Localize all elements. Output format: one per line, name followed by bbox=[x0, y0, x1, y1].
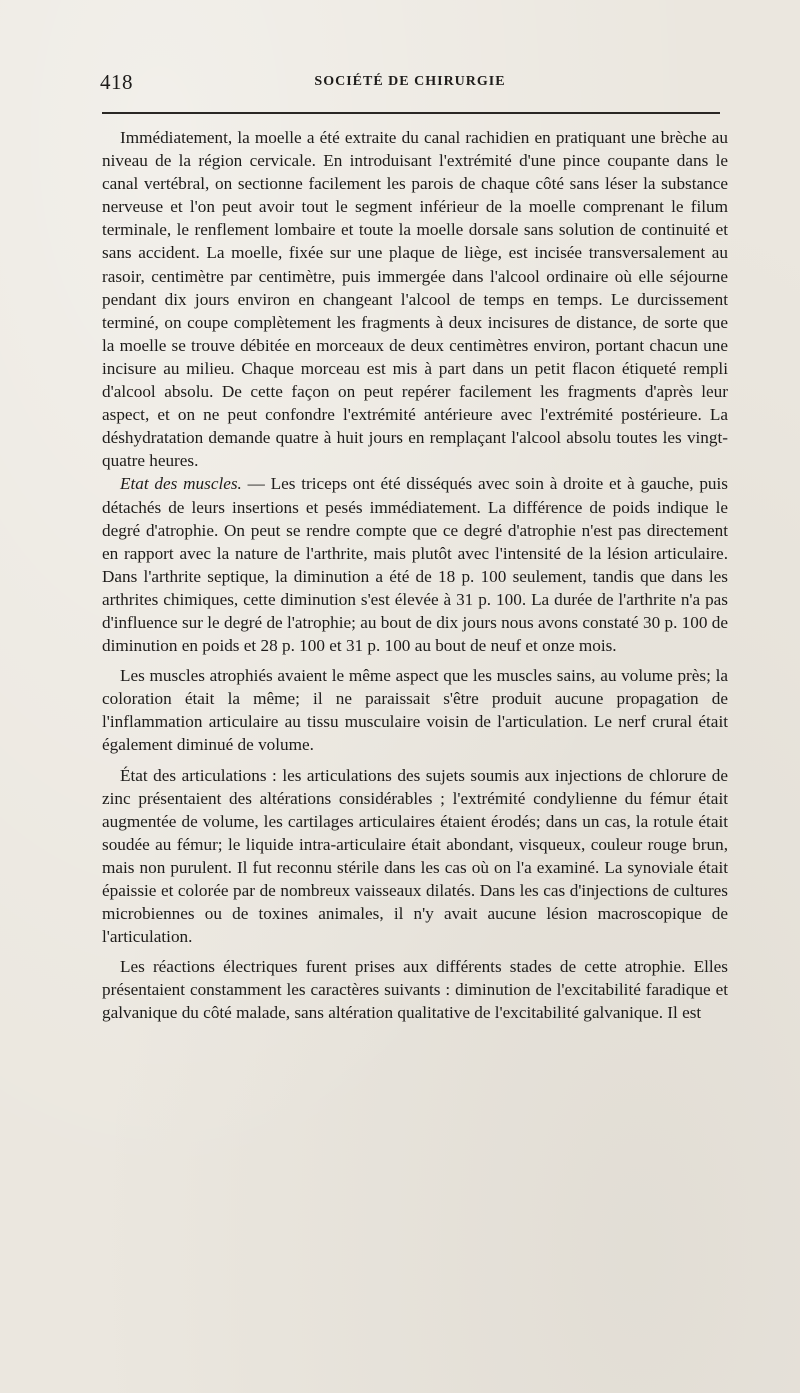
paragraph-atrophied-muscles: Les muscles atrophiés avaient le même aspect que les muscles sains, au volume près; la coloration était la même; il ne paraissait s'être produit aucune propagation de l'inflammation articulaire au tissu musculaire voisin de l'articulation. Le nerf crural était également diminué de volume. bbox=[102, 666, 728, 755]
running-title: SOCIÉTÉ DE CHIRURGIE bbox=[314, 74, 506, 89]
paragraph-electrical-reactions: Les réactions électriques furent prises aux différents stades de cette atrophie. Elles présentaient constamment les caractères suivants : diminution de l'excitabilité faradique et galvanique du côté malade, sans altération qualitative de l'excitabilité galvanique. Il est bbox=[102, 957, 728, 1023]
paragraph-muscle-state-text: — Les triceps ont été disséqués avec soin à droite et à gauche, puis détachés de leurs insertions et pesés immédiatement. La différence de poids indique le degré d'atrophie. On peut se rendre compte que ce degré d'atrophie n'est pas directement en rapport avec la nature de l'arthrite, mais plutôt avec l'intensité de la lésion articulaire. Dans l'arthrite septique, la diminution a été de 18 p. 100 seulement, tandis que dans les arthrites chimiques, cette diminution s'est élevée à 31 p. 100. La durée de l'arthrite n'a pas d'influence sur le degré de l'atrophie; au bout de dix jours nous avons constaté 30 p. 100 de diminution en poids et 28 p. 100 et 31 p. 100 au bout de neuf et onze mois. bbox=[102, 474, 728, 656]
body-text bbox=[102, 126, 728, 1025]
section-lead-muscles: Etat des muscles. bbox=[120, 474, 242, 494]
paragraph-joint-state: État des articulations : les articulations des sujets soumis aux injections de chlorure de zinc présentaient des altérations considérables ; l'extrémité condylienne du fémur était augmentée de volume, les cartilages articulaires étaient érodés; dans un cas, la rotule était soudée au fémur; le liquide intra-articulaire était abondant, visqueux, couleur rouge brun, mais non purulent. Il fut reconnu stérile dans les cas où on l'a examiné. La synoviale était épaissie et colorée par de nombreux vaisseaux dilatés. Dans les cas d'injections de cultures microbiennes ou de toxines animales, il n'y avait aucune lésion macroscopique de l'articulation. bbox=[102, 765, 728, 947]
paragraph-muscle-state bbox=[102, 472, 728, 657]
page-header bbox=[100, 70, 720, 96]
paragraph-spinal-cord-extraction: Immédiatement, la moelle a été extraite du canal rachidien en pratiquant une brèche au niveau de la région cervicale. En introduisant l'extrémité d'une pince coupante dans le canal vertébral, on sectionne facilement les parois de chaque côté sans léser la substance nerveuse et l'on peut avoir tout le segment inférieur de la moelle comprenant le filum terminale, le renflement lombaire et toute la moelle dorsale sans solution de continuité et sans accident. La moelle, fixée sur une plaque de liège, est incisée transversalement au rasoir, centimètre par centimètre, puis immergée dans l'alcool ordinaire où elle séjourne pendant dix jours environ en changeant l'alcool de temps en temps. Le durcissement terminé, on coupe complètement les fragments à deux incisures de distance, de sorte que la moelle se trouve débitée en morceaux de deux centimètres environ, portant chacun une incisure au milieu. Chaque morceau est mis à part dans un petit flacon étiqueté rempli d'alcool absolu. De cette façon on peut repérer facilement les fragments d'après leur aspect, et on ne peut confondre l'extrémité antérieure avec l'extrémité postérieure. La déshydratation demande quatre à huit jours en remplaçant l'alcool absolu toutes les vingt-quatre heures. bbox=[102, 128, 728, 471]
page-number: 418 bbox=[100, 70, 133, 94]
header-rule bbox=[102, 112, 720, 114]
